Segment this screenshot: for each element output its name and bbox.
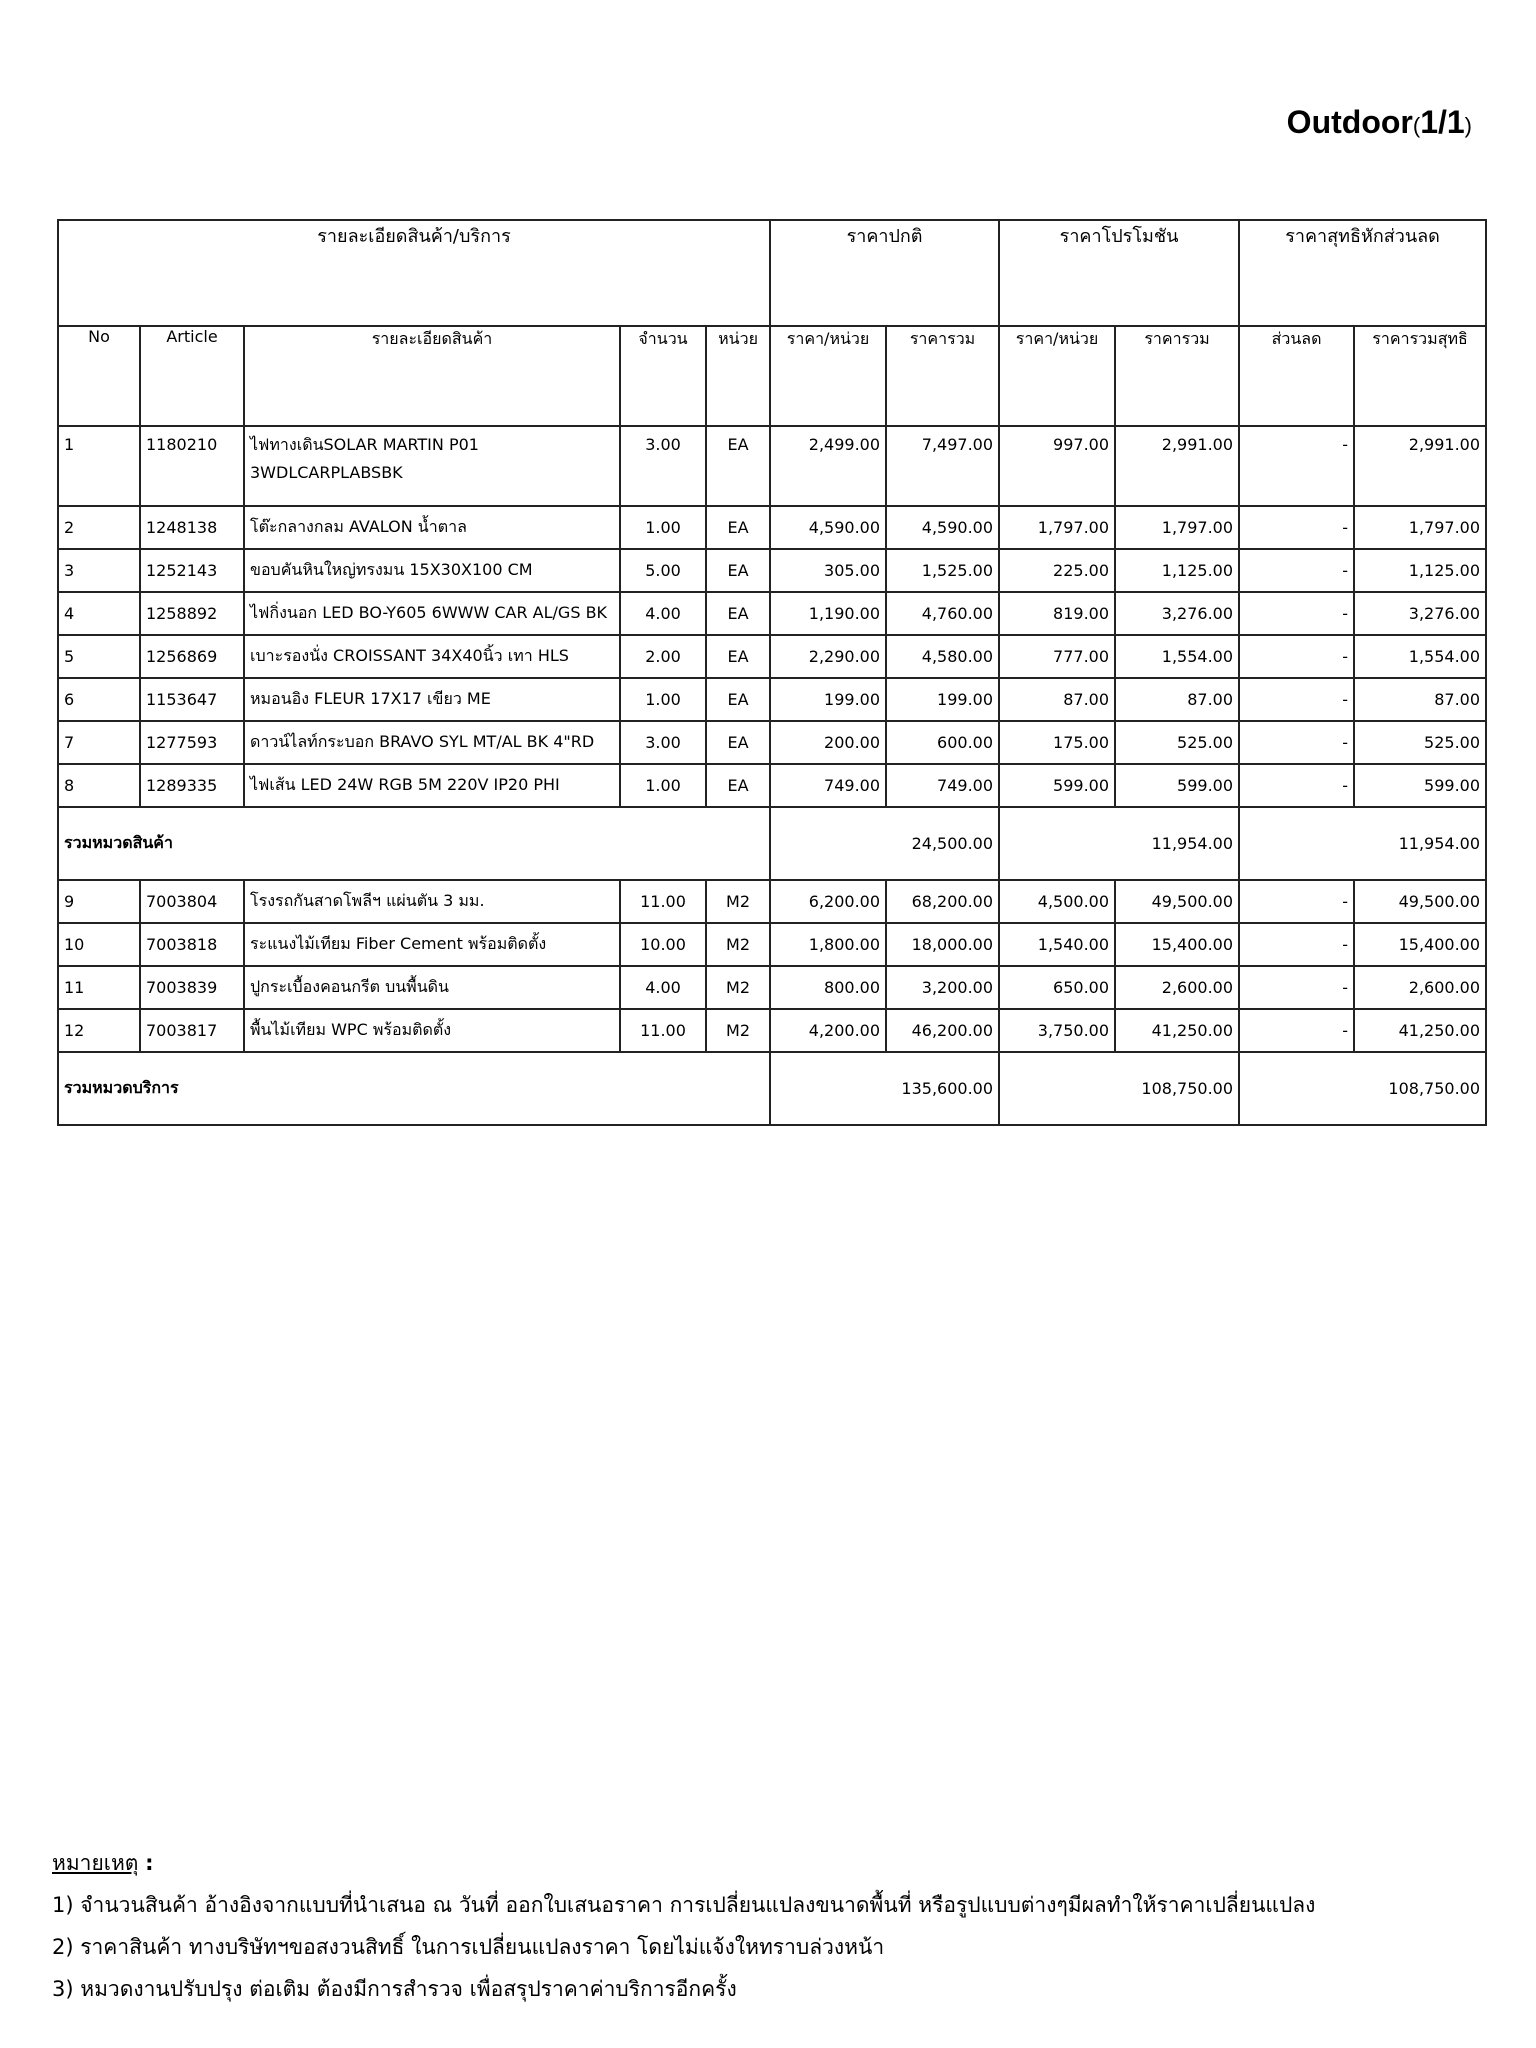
cell-discount: - xyxy=(1239,966,1354,1009)
cell-reg-unit: 200.00 xyxy=(770,721,886,764)
col-qty: จำนวน xyxy=(620,326,706,426)
col-unit: หน่วย xyxy=(706,326,770,426)
cell-article: 1248138 xyxy=(140,506,244,549)
cell-description: หมอนอิง FLEUR 17X17 เขียว ME xyxy=(244,678,620,721)
cell-promo-total: 3,276.00 xyxy=(1115,592,1239,635)
cell-net: 1,797.00 xyxy=(1354,506,1486,549)
cell-reg-unit: 4,590.00 xyxy=(770,506,886,549)
cell-reg-total: 749.00 xyxy=(886,764,999,807)
product-subtotal-reg-total: 24,500.00 xyxy=(770,807,999,880)
cell-promo-unit: 650.00 xyxy=(999,966,1115,1009)
cell-unit: M2 xyxy=(706,923,770,966)
product-subtotal-net: 11,954.00 xyxy=(1239,807,1486,880)
cell-qty: 11.00 xyxy=(620,1009,706,1052)
cell-reg-total: 18,000.00 xyxy=(886,923,999,966)
title-fraction: 1/1 xyxy=(1420,104,1465,140)
cell-qty: 4.00 xyxy=(620,592,706,635)
cell-description: โรงรถกันสาดโพลีฯ แผ่นตัน 3 มม. xyxy=(244,880,620,923)
cell-reg-unit: 749.00 xyxy=(770,764,886,807)
cell-description: ไฟกิ่งนอก LED BO-Y605 6WWW CAR AL/GS BK xyxy=(244,592,620,635)
note-item: 3) หมวดงานปรับปรุง ต่อเติม ต้องมีการสำรวจ เพื่อสรุปราคาค่าบริการอีกครั้ง xyxy=(52,1977,737,2001)
cell-promo-unit: 175.00 xyxy=(999,721,1115,764)
cell-promo-unit: 599.00 xyxy=(999,764,1115,807)
cell-unit: EA xyxy=(706,506,770,549)
title-main: Outdoor xyxy=(1286,104,1413,140)
notes-heading: หมายเหตุ xyxy=(52,1851,139,1875)
cell-discount: - xyxy=(1239,1009,1354,1052)
cell-unit: EA xyxy=(706,635,770,678)
cell-net: 49,500.00 xyxy=(1354,880,1486,923)
cell-article: 7003818 xyxy=(140,923,244,966)
cell-discount: - xyxy=(1239,635,1354,678)
cell-unit: M2 xyxy=(706,1009,770,1052)
cell-promo-total: 87.00 xyxy=(1115,678,1239,721)
service-subtotal-label: รวมหมวดบริการ xyxy=(58,1052,770,1125)
service-subtotal-reg-total: 135,600.00 xyxy=(770,1052,999,1125)
table-row xyxy=(58,764,1486,807)
cell-article: 1153647 xyxy=(140,678,244,721)
cell-article: 1256869 xyxy=(140,635,244,678)
cell-article: 1180210 xyxy=(140,426,244,506)
service-subtotal-row xyxy=(58,1052,1486,1125)
cell-net: 599.00 xyxy=(1354,764,1486,807)
cell-article: 1277593 xyxy=(140,721,244,764)
cell-reg-total: 4,580.00 xyxy=(886,635,999,678)
cell-promo-unit: 3,750.00 xyxy=(999,1009,1115,1052)
cell-reg-total: 4,590.00 xyxy=(886,506,999,549)
cell-qty: 10.00 xyxy=(620,923,706,966)
product-subtotal-promo-total: 11,954.00 xyxy=(999,807,1239,880)
cell-no: 12 xyxy=(58,1009,140,1052)
cell-reg-total: 3,200.00 xyxy=(886,966,999,1009)
table-row xyxy=(58,721,1486,764)
cell-unit: M2 xyxy=(706,880,770,923)
cell-reg-unit: 305.00 xyxy=(770,549,886,592)
group-header-row xyxy=(58,220,1486,326)
col-promo-total: ราคารวม xyxy=(1115,326,1239,426)
cell-promo-unit: 777.00 xyxy=(999,635,1115,678)
cell-article: 7003817 xyxy=(140,1009,244,1052)
cell-description: ระแนงไม้เทียม Fiber Cement พร้อมติดตั้ง xyxy=(244,923,620,966)
cell-promo-total: 41,250.00 xyxy=(1115,1009,1239,1052)
cell-promo-total: 1,797.00 xyxy=(1115,506,1239,549)
cell-no: 7 xyxy=(58,721,140,764)
cell-description: พื้นไม้เทียม WPC พร้อมติดตั้ง xyxy=(244,1009,620,1052)
cell-unit: EA xyxy=(706,678,770,721)
cell-no: 9 xyxy=(58,880,140,923)
table-row xyxy=(58,1009,1486,1052)
cell-no: 2 xyxy=(58,506,140,549)
cell-reg-total: 68,200.00 xyxy=(886,880,999,923)
table-row xyxy=(58,635,1486,678)
cell-unit: EA xyxy=(706,592,770,635)
cell-promo-total: 15,400.00 xyxy=(1115,923,1239,966)
cell-net: 2,991.00 xyxy=(1354,426,1486,506)
cell-reg-unit: 800.00 xyxy=(770,966,886,1009)
cell-reg-total: 600.00 xyxy=(886,721,999,764)
cell-discount: - xyxy=(1239,923,1354,966)
col-reg-unit-price: ราคา/หน่วย xyxy=(770,326,886,426)
cell-qty: 3.00 xyxy=(620,426,706,506)
cell-promo-unit: 1,540.00 xyxy=(999,923,1115,966)
cell-promo-unit: 997.00 xyxy=(999,426,1115,506)
cell-no: 5 xyxy=(58,635,140,678)
cell-description: โต๊ะกลางกลม AVALON น้ำตาล xyxy=(244,506,620,549)
cell-reg-total: 4,760.00 xyxy=(886,592,999,635)
group-header-net-price: ราคาสุทธิหักส่วนลด xyxy=(1239,220,1486,326)
table-row xyxy=(58,506,1486,549)
cell-discount: - xyxy=(1239,880,1354,923)
cell-reg-total: 7,497.00 xyxy=(886,426,999,506)
cell-description: ขอบคันหินใหญ่ทรงมน 15X30X100 CM xyxy=(244,549,620,592)
cell-description: ดาวน์ไลท์กระบอก BRAVO SYL MT/AL BK 4"RD xyxy=(244,721,620,764)
col-article: Article xyxy=(140,326,244,426)
cell-promo-total: 599.00 xyxy=(1115,764,1239,807)
cell-promo-total: 525.00 xyxy=(1115,721,1239,764)
service-subtotal-net: 108,750.00 xyxy=(1239,1052,1486,1125)
cell-promo-total: 2,991.00 xyxy=(1115,426,1239,506)
cell-article: 1289335 xyxy=(140,764,244,807)
notes-heading-line xyxy=(52,1842,1315,1884)
col-no: No xyxy=(58,326,140,426)
cell-no: 3 xyxy=(58,549,140,592)
title-paren-close: ) xyxy=(1464,113,1472,138)
cell-no: 4 xyxy=(58,592,140,635)
cell-no: 10 xyxy=(58,923,140,966)
group-header-details: รายละเอียดสินค้า/บริการ xyxy=(58,220,770,326)
cell-discount: - xyxy=(1239,721,1354,764)
cell-promo-unit: 819.00 xyxy=(999,592,1115,635)
cell-article: 7003839 xyxy=(140,966,244,1009)
cell-net: 1,125.00 xyxy=(1354,549,1486,592)
cell-promo-unit: 87.00 xyxy=(999,678,1115,721)
group-header-regular-price: ราคาปกติ xyxy=(770,220,999,326)
cell-qty: 4.00 xyxy=(620,966,706,1009)
note-item: 1) จำนวนสินค้า อ้างอิงจากแบบที่นำเสนอ ณ วันที่ ออกใบเสนอราคา การเปลี่ยนแปลงขนาดพื้นที่ หรือรูปแบบต่างๆมีผลทำให้ราคาเปลี่ยนแปลง xyxy=(52,1893,1316,1917)
cell-reg-unit: 199.00 xyxy=(770,678,886,721)
cell-net: 15,400.00 xyxy=(1354,923,1486,966)
cell-no: 11 xyxy=(58,966,140,1009)
cell-no: 8 xyxy=(58,764,140,807)
cell-description: เบาะรองนั่ง CROISSANT 34X40นิ้ว เทา HLS xyxy=(244,635,620,678)
col-promo-unit-price: ราคา/หน่วย xyxy=(999,326,1115,426)
cell-discount: - xyxy=(1239,764,1354,807)
cell-qty: 3.00 xyxy=(620,721,706,764)
cell-discount: - xyxy=(1239,592,1354,635)
cell-unit: EA xyxy=(706,426,770,506)
cell-net: 1,554.00 xyxy=(1354,635,1486,678)
cell-reg-unit: 2,290.00 xyxy=(770,635,886,678)
cell-qty: 1.00 xyxy=(620,764,706,807)
cell-reg-unit: 2,499.00 xyxy=(770,426,886,506)
cell-promo-total: 49,500.00 xyxy=(1115,880,1239,923)
cell-net: 87.00 xyxy=(1354,678,1486,721)
cell-unit: EA xyxy=(706,721,770,764)
cell-qty: 5.00 xyxy=(620,549,706,592)
cell-promo-unit: 225.00 xyxy=(999,549,1115,592)
col-description: รายละเอียดสินค้า xyxy=(244,326,620,426)
cell-promo-total: 2,600.00 xyxy=(1115,966,1239,1009)
quotation-table xyxy=(57,219,1487,1126)
cell-reg-unit: 4,200.00 xyxy=(770,1009,886,1052)
cell-promo-total: 1,554.00 xyxy=(1115,635,1239,678)
note-item: 2) ราคาสินค้า ทางบริษัทฯขอสงวนสิทธิ์ ในการเปลี่ยนแปลงราคา โดยไม่แจ้งใหทราบล่วงหน้า xyxy=(52,1935,885,1959)
cell-net: 3,276.00 xyxy=(1354,592,1486,635)
cell-qty: 11.00 xyxy=(620,880,706,923)
cell-reg-unit: 1,800.00 xyxy=(770,923,886,966)
product-subtotal-label: รวมหมวดสินค้า xyxy=(58,807,770,880)
table-row xyxy=(58,549,1486,592)
cell-discount: - xyxy=(1239,678,1354,721)
service-subtotal-promo-total: 108,750.00 xyxy=(999,1052,1239,1125)
col-discount: ส่วนลด xyxy=(1239,326,1354,426)
cell-description: ไฟทางเดินSOLAR MARTIN P01 3WDLCARPLABSBK xyxy=(244,426,620,506)
cell-reg-total: 1,525.00 xyxy=(886,549,999,592)
page-title xyxy=(1287,104,1472,141)
cell-reg-total: 46,200.00 xyxy=(886,1009,999,1052)
cell-unit: EA xyxy=(706,764,770,807)
cell-discount: - xyxy=(1239,506,1354,549)
cell-promo-unit: 4,500.00 xyxy=(999,880,1115,923)
cell-net: 2,600.00 xyxy=(1354,966,1486,1009)
title-paren-open: ( xyxy=(1412,113,1421,138)
cell-description: ปูกระเบื้องคอนกรีต บนพื้นดิน xyxy=(244,966,620,1009)
col-reg-total: ราคารวม xyxy=(886,326,999,426)
cell-article: 1252143 xyxy=(140,549,244,592)
cell-promo-unit: 1,797.00 xyxy=(999,506,1115,549)
cell-net: 525.00 xyxy=(1354,721,1486,764)
cell-qty: 1.00 xyxy=(620,506,706,549)
cell-reg-unit: 6,200.00 xyxy=(770,880,886,923)
table-row xyxy=(58,880,1486,923)
cell-article: 7003804 xyxy=(140,880,244,923)
cell-net: 41,250.00 xyxy=(1354,1009,1486,1052)
cell-qty: 1.00 xyxy=(620,678,706,721)
notes-section xyxy=(52,1842,1315,2010)
cell-no: 1 xyxy=(58,426,140,506)
group-header-promo-price: ราคาโปรโมชัน xyxy=(999,220,1239,326)
table-row xyxy=(58,426,1486,506)
cell-reg-unit: 1,190.00 xyxy=(770,592,886,635)
cell-no: 6 xyxy=(58,678,140,721)
table-row xyxy=(58,923,1486,966)
column-header-row xyxy=(58,326,1486,426)
cell-unit: EA xyxy=(706,549,770,592)
cell-description: ไฟเส้น LED 24W RGB 5M 220V IP20 PHI xyxy=(244,764,620,807)
cell-discount: - xyxy=(1239,549,1354,592)
col-net-total: ราคารวมสุทธิ xyxy=(1354,326,1486,426)
product-subtotal-row xyxy=(58,807,1486,880)
table-row xyxy=(58,966,1486,1009)
cell-article: 1258892 xyxy=(140,592,244,635)
cell-unit: M2 xyxy=(706,966,770,1009)
cell-reg-total: 199.00 xyxy=(886,678,999,721)
cell-promo-total: 1,125.00 xyxy=(1115,549,1239,592)
table-row xyxy=(58,592,1486,635)
table-row xyxy=(58,678,1486,721)
cell-qty: 2.00 xyxy=(620,635,706,678)
cell-discount: - xyxy=(1239,426,1354,506)
notes-colon: : xyxy=(145,1851,154,1875)
